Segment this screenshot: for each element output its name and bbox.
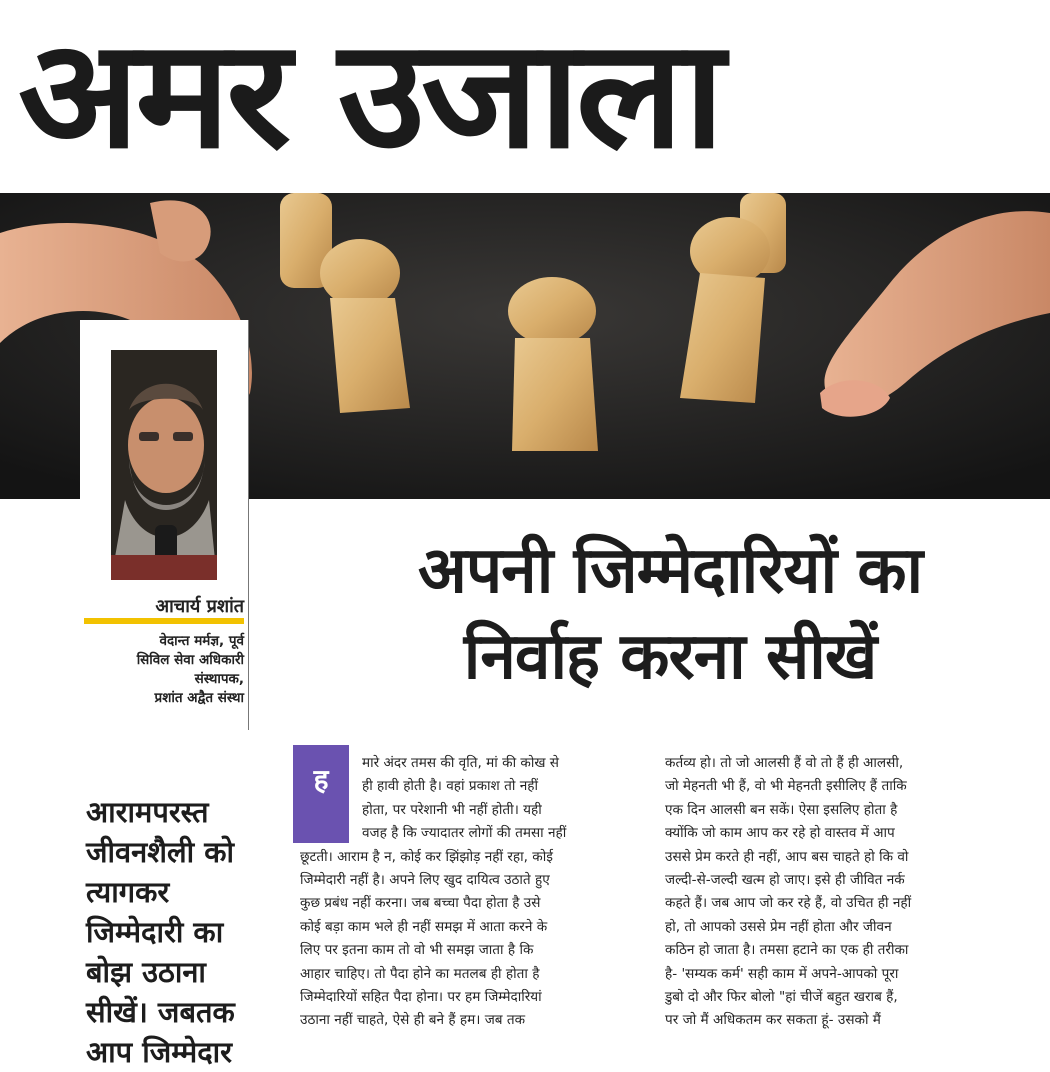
masthead — [0, 0, 1050, 192]
article-line: मारे अंदर तमस की वृति, मां की कोख से — [362, 755, 559, 771]
author-portrait-icon — [111, 350, 217, 580]
article-column-2 — [665, 752, 1005, 1033]
author-role-line: प्रशांत अद्वैत संस्था — [154, 690, 244, 706]
author-photo — [111, 350, 217, 580]
author-box — [80, 320, 249, 730]
dropcap: ह — [293, 745, 349, 843]
article-line: कर्तव्य हो। तो जो आलसी हैं वो तो हैं ही आलसी, — [665, 755, 904, 771]
headline-line: अपनी जिम्मेदारियों का — [417, 534, 923, 608]
article-column-1 — [300, 752, 640, 1033]
article-line: कठिन हो जाता है। तमसा हटाने का एक ही तरीका — [665, 942, 909, 959]
article-line: क्योंकि जो काम आप कर रहे हो वास्तव में आप — [665, 825, 895, 842]
article-line: आहार चाहिए। तो पैदा होने का मतलब ही होता है — [300, 965, 540, 982]
article-line: डुबो दो और फिर बोलो "हां चीजें बहुत खराब हैं, — [665, 989, 898, 1006]
author-divider — [84, 618, 244, 624]
pull-quote-line: त्यागकर — [86, 875, 170, 909]
newspaper-logo: अमर उजाला — [18, 8, 721, 182]
author-role-line: वेदान्त मर्मज्ञ, पूर्व — [159, 633, 244, 649]
article-line: हो, तो आपको उससे प्रेम नहीं होता और जीवन — [665, 918, 892, 935]
article-line: है- 'सम्यक कर्म' सही काम में अपने-आपको पूरा — [665, 965, 899, 982]
author-role — [80, 632, 244, 708]
article-line: जिम्मेदारी नहीं है। अपने लिए खुद दायित्व उठाते हुए — [300, 872, 550, 889]
pull-quote-line: जीवनशैली को — [86, 835, 235, 869]
pull-quote-line: बोझ उठाना — [86, 955, 206, 989]
article-line: होता, पर परेशानी भी नहीं होती। यही — [362, 801, 542, 818]
article-line: उठाना नहीं चाहते, ऐसे ही बने हैं हम। जब तक — [300, 1012, 526, 1029]
article-line: कहते हैं। जब आप जो कर रहे हैं, वो उचित ही नहीं — [665, 895, 912, 912]
article-line: जल्दी-से-जल्दी खत्म हो जाए। इसे ही जीवित नर्क — [665, 872, 905, 889]
pull-quote — [86, 792, 286, 1072]
author-role-line: सिविल सेवा अधिकारी — [136, 652, 244, 668]
pull-quote-line: जिम्मेदारी का — [86, 915, 224, 949]
pull-quote-line: आरामपरस्त — [86, 795, 209, 829]
article-line: जो मेहनती भी हैं, वो भी मेहनती इसीलिए हैं ताकि — [665, 778, 907, 795]
article-line: कोई बड़ा काम भले ही नहीं समझ में आता करने के — [300, 918, 548, 935]
article-line: जिम्मेदारियों सहित पैदा होना। पर हम जिम्मेदारियां — [300, 989, 542, 1006]
pull-quote-line: आप जिम्मेदार — [86, 1035, 233, 1069]
article-line: ही हावी होती है। वहां प्रकाश तो नहीं — [362, 778, 538, 795]
article-line: पर जो मैं अधिकतम कर सकता हूं- उसको मैं — [665, 1012, 881, 1029]
author-role-line: संस्थापक, — [194, 671, 244, 687]
author-name: आचार्य प्रशांत — [155, 596, 244, 617]
article-line: एक दिन आलसी बन सकें। ऐसा इसलिए होता है — [665, 801, 898, 818]
headline — [300, 528, 1040, 700]
article-line: उससे प्रेम करते ही नहीं, आप बस चाहते हो कि वो — [665, 848, 909, 865]
article-line: वजह है कि ज्यादातर लोगों की तमसा नहीं — [362, 825, 567, 842]
pull-quote-line: सीखें। जबतक — [86, 995, 235, 1029]
headline-line: निर्वाह करना सीखें — [463, 620, 877, 694]
article-line: छूटती। आराम है न, कोई कर झिंझोड़ नहीं रहा, कोई — [300, 848, 553, 865]
article-line: कुछ प्रबंध नहीं करना। जब बच्चा पैदा होता है उसे — [300, 895, 541, 912]
article-line: लिए पर इतना काम तो वो भी समझ जाता है कि — [300, 942, 534, 959]
